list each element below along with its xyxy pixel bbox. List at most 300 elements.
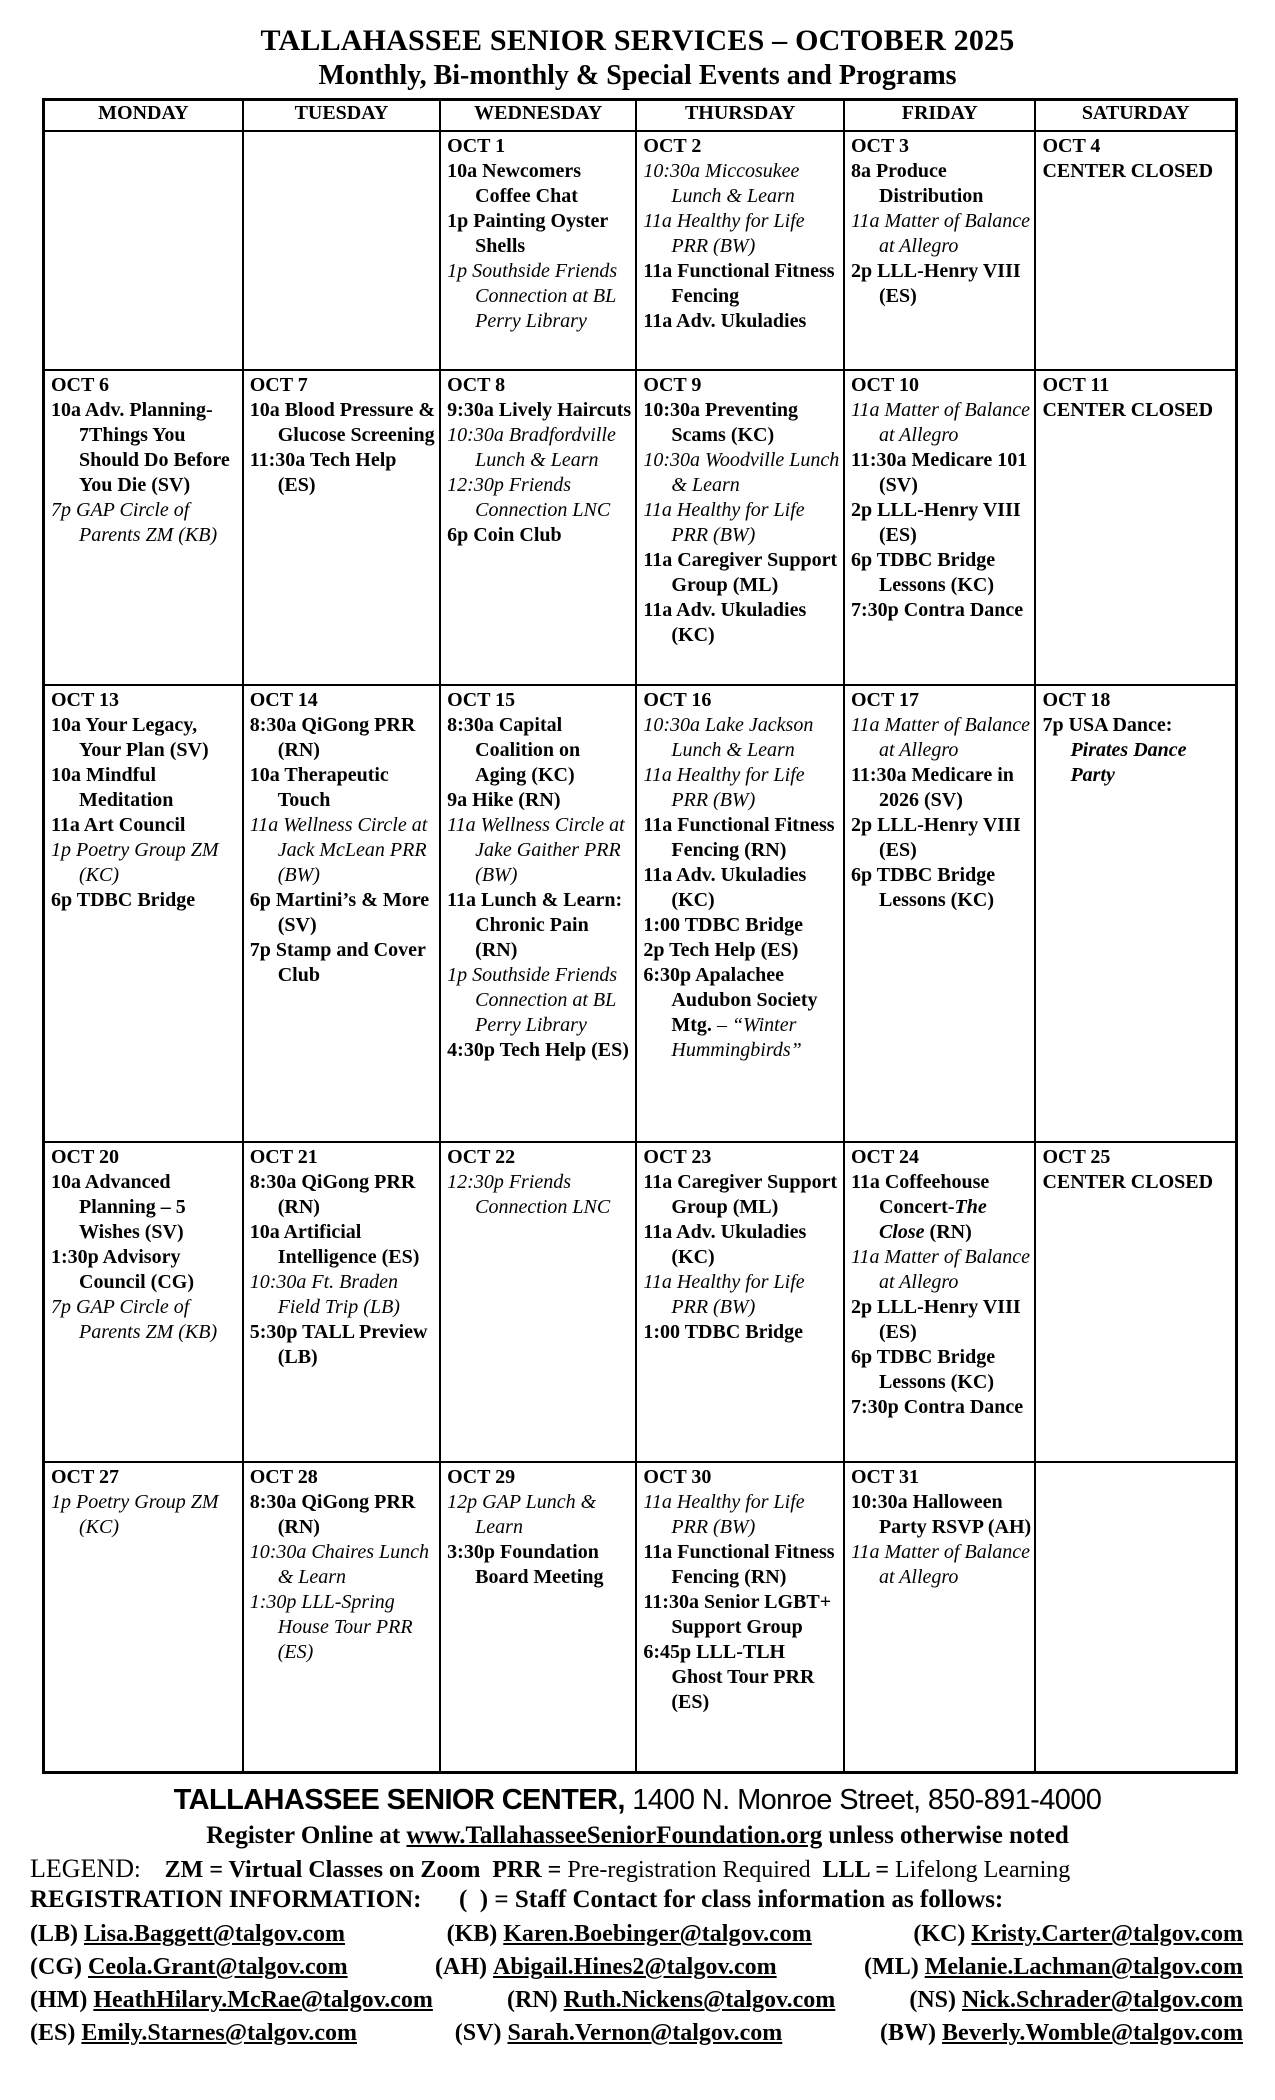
text-segment: 11a Healthy for Life PRR (BW) (643, 209, 805, 257)
text-segment: 2p LLL-Henry VIII (ES) (850, 1295, 1021, 1343)
event (250, 1220, 437, 1270)
day-cell-oct-10 (844, 370, 1035, 685)
event (447, 1038, 633, 1063)
text-segment: Lifelong Learning (895, 1857, 1071, 1883)
event (851, 498, 1032, 548)
staff-code: (ML) (864, 1954, 919, 1980)
event (51, 713, 240, 763)
event (643, 159, 841, 209)
email-link[interactable]: Sarah.Vernon@talgov.com (507, 2020, 783, 2046)
day-cell-oct-24 (844, 1142, 1035, 1462)
text-segment: ZM = Virtual Classes on Zoom (164, 1857, 493, 1883)
event (851, 159, 1032, 209)
text-segment: 11a Lunch & Learn: Chronic Pain (RN) (447, 888, 623, 961)
text-segment: 4:30p Tech Help (ES) (447, 1038, 629, 1061)
contact-row (30, 1951, 1243, 1984)
text-segment: 1p Poetry Group ZM (KC) (51, 838, 219, 886)
day-cell-oct-22 (440, 1142, 636, 1462)
email-link[interactable]: Lisa.Baggett@talgov.com (84, 1921, 345, 1947)
event (643, 1320, 841, 1345)
email-link[interactable]: HeathHilary.McRae@talgov.com (93, 1987, 433, 2013)
register-online-line (0, 1822, 1275, 1850)
text-segment: : (133, 1857, 165, 1883)
text-segment: CENTER CLOSED (1042, 1170, 1214, 1193)
date-label: OCT 7 (249, 373, 308, 396)
day-cell-oct-6 (44, 370, 243, 685)
center-name: TALLAHASSEE SENIOR CENTER, (173, 1784, 625, 1816)
text-segment: 3:30p Foundation Board Meeting (447, 1540, 604, 1588)
week-row (44, 131, 1237, 370)
text-segment: 1:30p Advisory Council (CG) (51, 1245, 194, 1293)
weekday-header-tuesday: TUESDAY (243, 100, 440, 131)
staff-code: (HM) (30, 1987, 88, 2013)
text-segment: 10:30a Woodville Lunch & Learn (643, 448, 840, 496)
text-segment: 11a Wellness Circle at Jake Gaither PRR (BW) (447, 813, 625, 886)
text-segment: CENTER CLOSED (1042, 398, 1214, 421)
day-cell-oct-31 (844, 1462, 1035, 1773)
text-segment: 10:30a Miccosukee Lunch & Learn (643, 159, 800, 207)
day-cell-empty (243, 131, 440, 370)
email-link[interactable]: Beverly.Womble@talgov.com (942, 2020, 1243, 2046)
day-cell-oct-2 (636, 131, 844, 370)
day-cell-oct-25 (1035, 1142, 1236, 1462)
text-segment: 2p Tech Help (ES) (643, 938, 799, 961)
event (643, 913, 841, 938)
event (643, 598, 841, 648)
registration-info-line: REGISTRATION INFORMATION: ( ) = Staff Contact for class information as follows: (30, 1886, 1004, 1913)
date-label: OCT 21 (249, 1145, 318, 1168)
text-segment: 10a Adv. Planning- 7Things You Should Do Before You Die (SV) (51, 398, 230, 496)
text-segment: 10a Therapeutic Touch (249, 763, 389, 811)
event (250, 763, 437, 813)
date-label: OCT 16 (643, 688, 712, 711)
event (643, 398, 841, 448)
staff-code: (NS) (909, 1987, 957, 2013)
event (851, 713, 1032, 763)
email-link[interactable]: Ruth.Nickens@talgov.com (563, 1987, 836, 2013)
day-cell-oct-8 (440, 370, 636, 685)
text-segment: 10a Newcomers Coffee Chat (447, 159, 581, 207)
event (851, 259, 1032, 309)
text-segment: 11a Adv. Ukuladies (643, 309, 807, 332)
day-cell-oct-1 (440, 131, 636, 370)
date-label: OCT 28 (249, 1465, 318, 1488)
event (643, 309, 841, 334)
event (447, 423, 633, 473)
date-label: OCT 27 (51, 1465, 119, 1488)
date-label: OCT 10 (850, 373, 919, 396)
date-label: OCT 9 (643, 373, 702, 396)
text-segment: Pre-registration Required (567, 1857, 823, 1883)
staff-code: (AH) (435, 1954, 487, 1980)
event (643, 209, 841, 259)
event (447, 209, 633, 259)
text-segment: 10a Mindful Meditation (51, 763, 174, 811)
event (51, 1170, 240, 1245)
day-cell-oct-23 (636, 1142, 844, 1462)
event (643, 863, 841, 913)
event (643, 1220, 841, 1270)
event (447, 523, 633, 548)
day-cell-oct-3 (844, 131, 1035, 370)
footer (0, 1784, 1275, 2050)
week-row (44, 1462, 1237, 1773)
text-segment: 9:30a Lively Haircuts (447, 398, 632, 421)
legend-line (30, 1854, 1275, 1884)
date-label: OCT 17 (850, 688, 919, 711)
event (250, 938, 437, 988)
event (250, 1320, 437, 1370)
text-segment: 11a Healthy for Life PRR (BW) (643, 763, 805, 811)
text-segment: 6p Coin Club (447, 523, 562, 546)
event (447, 813, 633, 888)
text-segment: 5:30p TALL Preview (LB) (249, 1320, 428, 1368)
contact-item (447, 1918, 812, 1951)
text-segment: 7p Stamp and Cover Club (249, 938, 426, 986)
text-segment: 11a Matter of Balance at Allegro (850, 1245, 1031, 1293)
text-segment: 11a Art Council (51, 813, 186, 836)
staff-code: (ES) (30, 2020, 76, 2046)
date-label: OCT 18 (1042, 688, 1111, 711)
event (643, 1170, 841, 1220)
text-segment: 7:30p Contra Dance (850, 1395, 1024, 1418)
event (250, 1170, 437, 1220)
event (1042, 398, 1233, 423)
event (51, 1490, 240, 1540)
text-segment: 6:30p Apalachee Audubon Society Mtg. (643, 963, 818, 1036)
event (643, 1490, 841, 1540)
event (851, 1345, 1032, 1395)
contact-row (30, 1918, 1243, 1951)
text-segment: 7p USA Dance: (1042, 713, 1173, 736)
contact-item (913, 1918, 1243, 1951)
text-segment: Pirates Dance Party (1070, 738, 1187, 786)
event (447, 788, 633, 813)
staff-code: (BW) (880, 2020, 937, 2046)
email-link[interactable]: Nick.Schrader@talgov.com (962, 1987, 1243, 2013)
event (851, 1490, 1032, 1540)
week-row (44, 1142, 1237, 1462)
text-segment: 11a Matter of Balance at Allegro (850, 209, 1031, 257)
day-cell-oct-11 (1035, 370, 1236, 685)
text-segment: 6p TDBC Bridge (51, 888, 196, 911)
text-segment: 1:00 TDBC Bridge (643, 1320, 804, 1343)
event (851, 1295, 1032, 1345)
date-label: OCT 8 (447, 373, 506, 396)
staff-code: (LB) (30, 1921, 78, 1947)
event (643, 813, 841, 863)
text-segment: LEGEND (30, 1854, 134, 1883)
date-label: OCT 2 (643, 134, 702, 157)
text-segment: 1:00 TDBC Bridge (643, 913, 804, 936)
text-segment: CENTER CLOSED (1042, 159, 1214, 182)
event (447, 1540, 633, 1590)
event (643, 1640, 841, 1715)
text-segment: 8a Produce Distribution (850, 159, 984, 207)
text-segment: 2p LLL-Henry VIII (ES) (850, 259, 1021, 307)
week-row (44, 685, 1237, 1142)
weekday-header-wednesday: WEDNESDAY (440, 100, 636, 131)
staff-code: (KC) (913, 1921, 966, 1947)
event (1042, 1170, 1233, 1195)
week-row (44, 370, 1237, 685)
text-segment: 11a Adv. Ukuladies (KC) (643, 863, 807, 911)
text-segment: 12:30p Friends Connection LNC (447, 473, 611, 521)
text-segment: 1p Poetry Group ZM (KC) (51, 1490, 219, 1538)
event (51, 498, 240, 548)
event (447, 259, 633, 334)
event (51, 398, 240, 498)
staff-contacts-block (30, 1918, 1243, 2050)
text-segment: 11:30a Medicare 101 (SV) (850, 448, 1028, 496)
day-cell-oct-17 (844, 685, 1035, 1142)
event (851, 548, 1032, 598)
text-segment: 10:30a Chaires Lunch & Learn (249, 1540, 429, 1588)
date-label: OCT 20 (51, 1145, 119, 1168)
text-segment: 6p TDBC Bridge Lessons (KC) (850, 1345, 996, 1393)
event (643, 713, 841, 763)
text-segment: 11:30a Medicare in 2026 (SV) (850, 763, 1014, 811)
day-cell-oct-15 (440, 685, 636, 1142)
event (250, 888, 437, 938)
text-segment: 11a Matter of Balance at Allegro (850, 1540, 1031, 1588)
event (643, 963, 841, 1063)
register-prefix: Register Online at (206, 1822, 407, 1849)
email-link[interactable]: Kristy.Carter@talgov.com (971, 1921, 1243, 1947)
event (250, 1270, 437, 1320)
staff-code: (KB) (446, 1921, 498, 1947)
contact-item (435, 1951, 777, 1984)
day-cell-empty (44, 131, 243, 370)
text-segment: The Close (878, 1195, 987, 1243)
center-address: 1400 N. Monroe Street, 850-891-4000 (624, 1784, 1102, 1816)
text-segment: 8:30a QiGong PRR (RN) (249, 1170, 416, 1218)
text-segment: 1p Southside Friends Connection at BL Perry Library (447, 259, 618, 332)
date-label: OCT 22 (447, 1145, 516, 1168)
text-segment: 10:30a Preventing Scams (KC) (643, 398, 798, 446)
calendar-table (42, 98, 1238, 1774)
text-segment: 7p GAP Circle of Parents ZM (KB) (51, 498, 218, 546)
date-label: OCT 29 (447, 1465, 516, 1488)
text-segment: 1p Southside Friends Connection at BL Perry Library (447, 963, 618, 1036)
text-segment: 2p LLL-Henry VIII (ES) (850, 813, 1021, 861)
weekday-header-monday: MONDAY (44, 100, 243, 131)
event (447, 1490, 633, 1540)
weekday-header-row (44, 100, 1237, 131)
event (851, 398, 1032, 448)
date-label: OCT 14 (249, 688, 318, 711)
text-segment: 10a Artificial Intelligence (ES) (249, 1220, 420, 1268)
event (643, 938, 841, 963)
event (51, 1245, 240, 1295)
day-cell-oct-7 (243, 370, 440, 685)
text-segment: 11a Functional Fitness Fencing (643, 259, 835, 307)
day-cell-oct-14 (243, 685, 440, 1142)
text-segment: 11a Matter of Balance at Allegro (850, 398, 1031, 446)
day-cell-oct-29 (440, 1462, 636, 1773)
text-segment: 11a Adv. Ukuladies (KC) (643, 1220, 807, 1268)
email-link[interactable]: Ceola.Grant@talgov.com (87, 1954, 348, 1980)
contact-item (30, 2017, 357, 2050)
event (447, 713, 633, 788)
event (643, 548, 841, 598)
text-segment: PRR = (492, 1857, 568, 1883)
contact-row (30, 2017, 1243, 2050)
text-segment: 11a Coffeehouse Concert- (850, 1170, 990, 1218)
text-segment: 11a Healthy for Life PRR (BW) (643, 1490, 805, 1538)
date-label: OCT 13 (51, 688, 119, 711)
register-suffix: unless otherwise noted (822, 1822, 1069, 1849)
event (250, 813, 437, 888)
text-segment: 6p TDBC Bridge Lessons (KC) (850, 863, 996, 911)
text-segment: 11a Healthy for Life PRR (BW) (643, 498, 805, 546)
event (851, 1540, 1032, 1590)
event (851, 598, 1032, 623)
event (643, 1590, 841, 1640)
text-segment: 6p TDBC Bridge Lessons (KC) (850, 548, 996, 596)
date-label: OCT 11 (1042, 373, 1110, 396)
text-segment: 11:30a Senior LGBT+ Support Group (643, 1590, 832, 1638)
text-segment: 11a Caregiver Support Group (ML) (643, 548, 838, 596)
event (643, 448, 841, 498)
day-cell-oct-9 (636, 370, 844, 685)
email-link[interactable]: Abigail.Hines2@talgov.com (492, 1954, 777, 1980)
page-title: TALLAHASSEE SENIOR SERVICES – OCTOBER 2025 (260, 24, 1015, 57)
text-segment: 2p LLL-Henry VIII (ES) (850, 498, 1021, 546)
text-segment: 10:30a Halloween Party RSVP (AH) (850, 1490, 1032, 1538)
staff-code: (RN) (506, 1987, 558, 2013)
page-subtitle: Monthly, Bi-monthly & Special Events and Programs (318, 60, 957, 91)
event (643, 1540, 841, 1590)
email-link[interactable]: Melanie.Lachman@talgov.com (924, 1954, 1243, 1980)
text-segment: 12p GAP Lunch & Learn (447, 1490, 597, 1538)
contact-item (864, 1951, 1243, 1984)
text-segment: 10:30a Ft. Braden Field Trip (LB) (249, 1270, 400, 1318)
text-segment: 11a Caregiver Support Group (ML) (643, 1170, 838, 1218)
event (1042, 713, 1233, 788)
text-segment: 10a Blood Pressure & Glucose Screening (249, 398, 436, 446)
staff-code: (SV) (454, 2020, 502, 2046)
date-label: OCT 31 (850, 1465, 919, 1488)
text-segment: LLL = (822, 1857, 895, 1883)
event (851, 209, 1032, 259)
weekday-header-saturday: SATURDAY (1035, 100, 1236, 131)
text-segment: 11a Matter of Balance at Allegro (850, 713, 1031, 761)
day-cell-empty (1035, 1462, 1236, 1773)
date-label: OCT 15 (447, 688, 516, 711)
contact-item (30, 1951, 348, 1984)
event (447, 963, 633, 1038)
date-label: OCT 30 (643, 1465, 712, 1488)
event (1042, 159, 1233, 184)
day-cell-oct-18 (1035, 685, 1236, 1142)
text-segment: 8:30a QiGong PRR (RN) (249, 1490, 416, 1538)
event (51, 813, 240, 838)
text-segment: 11a Adv. Ukuladies (KC) (643, 598, 807, 646)
event (250, 713, 437, 763)
event (447, 473, 633, 523)
weekday-header-thursday: THURSDAY (636, 100, 844, 131)
day-cell-oct-28 (243, 1462, 440, 1773)
day-cell-oct-4 (1035, 131, 1236, 370)
center-address-line (0, 1784, 1275, 1817)
staff-code: (CG) (30, 1954, 82, 1980)
contact-item (455, 2017, 782, 2050)
email-link[interactable]: Emily.Starnes@talgov.com (81, 2020, 357, 2046)
text-segment: 9a Hike (RN) (447, 788, 561, 811)
text-segment: 11a Wellness Circle at Jack McLean PRR (BW) (249, 813, 428, 886)
contact-item (880, 2017, 1243, 2050)
event (851, 763, 1032, 813)
day-cell-oct-30 (636, 1462, 844, 1773)
event (51, 888, 240, 913)
event (643, 763, 841, 813)
text-segment: 6p Martini’s & More (SV) (249, 888, 430, 936)
event (851, 1395, 1032, 1420)
text-segment: 6:45p LLL-TLH Ghost Tour PRR (ES) (643, 1640, 815, 1713)
day-cell-oct-16 (636, 685, 844, 1142)
date-label: OCT 1 (447, 134, 506, 157)
text-segment: – “Winter Hummingbirds” (671, 1013, 802, 1061)
text-segment: 10a Advanced Planning – 5 Wishes (SV) (51, 1170, 186, 1243)
event (447, 159, 633, 209)
text-segment: 11a Functional Fitness Fencing (RN) (643, 813, 835, 861)
foundation-url-link[interactable]: www.TallahasseeSeniorFoundation.org (406, 1822, 823, 1849)
text-segment: 7p GAP Circle of Parents ZM (KB) (51, 1295, 218, 1343)
day-cell-oct-21 (243, 1142, 440, 1462)
contact-item (909, 1984, 1243, 2017)
date-label: OCT 6 (51, 373, 109, 396)
contact-item (507, 1984, 835, 2017)
event (447, 398, 633, 423)
day-cell-oct-27 (44, 1462, 243, 1773)
date-label: OCT 25 (1042, 1145, 1111, 1168)
event (447, 888, 633, 963)
event (250, 1490, 437, 1540)
weekday-header-friday: FRIDAY (844, 100, 1035, 131)
day-cell-oct-13 (44, 685, 243, 1142)
day-cell-oct-20 (44, 1142, 243, 1462)
contact-item (30, 1984, 433, 2017)
contact-item (30, 1918, 345, 1951)
date-label: OCT 23 (643, 1145, 712, 1168)
email-link[interactable]: Karen.Boebinger@talgov.com (503, 1921, 812, 1947)
text-segment: 12:30p Friends Connection LNC (447, 1170, 611, 1218)
event (851, 448, 1032, 498)
text-segment: 10:30a Lake Jackson Lunch & Learn (643, 713, 814, 761)
text-segment: 10a Your Legacy, Your Plan (SV) (51, 713, 209, 761)
event (51, 1295, 240, 1345)
text-segment: 8:30a Capital Coalition on Aging (KC) (447, 713, 581, 786)
text-segment: (RN) (924, 1220, 972, 1243)
event (250, 1540, 437, 1590)
date-label: OCT 24 (850, 1145, 919, 1168)
event (851, 1245, 1032, 1295)
event (643, 259, 841, 309)
date-label: OCT 4 (1042, 134, 1101, 157)
text-segment: 7:30p Contra Dance (850, 598, 1024, 621)
contact-row (30, 1984, 1243, 2017)
event (51, 763, 240, 813)
event (851, 863, 1032, 913)
event (250, 448, 437, 498)
event (851, 813, 1032, 863)
event (447, 1170, 633, 1220)
text-segment: 1p Painting Oyster Shells (447, 209, 608, 257)
event (851, 1170, 1032, 1245)
date-label: OCT 3 (850, 134, 909, 157)
text-segment: 11a Healthy for Life PRR (BW) (643, 1270, 805, 1318)
